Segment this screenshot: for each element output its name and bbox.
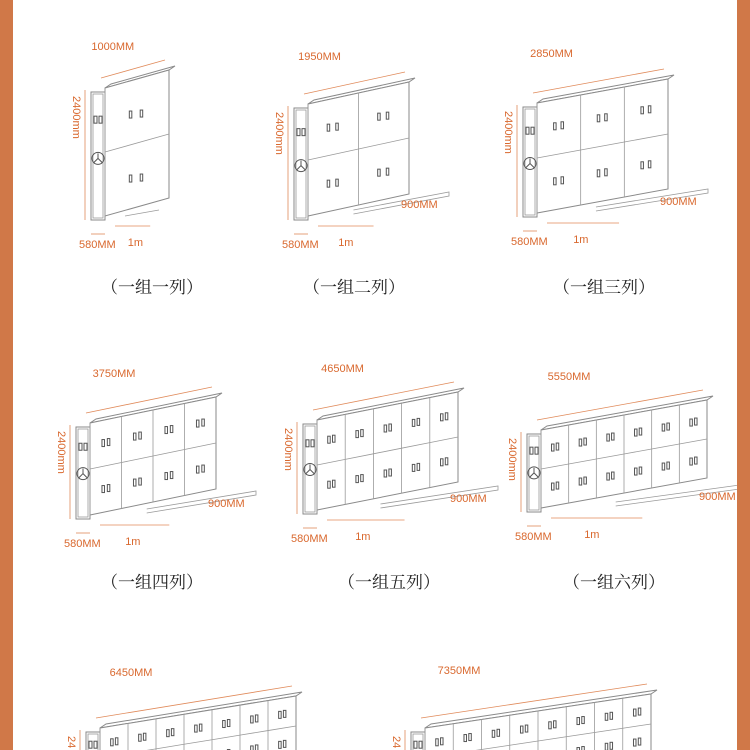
height-label: 2400mm — [55, 431, 67, 474]
width-label: 4650MM — [321, 363, 364, 375]
cabinet-unit-1 — [70, 41, 203, 298]
depth-label: 580MM — [282, 239, 319, 251]
rail-label: 900MM — [401, 199, 438, 211]
track-label: 1m — [355, 531, 371, 543]
cabinet-unit-6 — [506, 371, 737, 593]
cabinet-unit-8 — [390, 665, 691, 750]
cabinet-unit-2 — [273, 51, 449, 298]
unit-caption: （一组五列） — [338, 573, 440, 593]
rail-label: 900MM — [450, 493, 487, 505]
rail-label: 900MM — [208, 498, 245, 510]
depth-label: 580MM — [79, 239, 116, 251]
track-label: 1m — [127, 237, 144, 249]
cabinet-unit-3 — [502, 48, 708, 298]
height-label: 24 — [65, 736, 77, 749]
width-label: 1000MM — [91, 41, 135, 53]
height-label: 2400mm — [502, 111, 514, 154]
unit-caption: （一组一列） — [101, 278, 203, 298]
width-label: 2850MM — [530, 48, 573, 60]
cabinet-diagram — [13, 0, 737, 750]
cabinet-unit-5 — [282, 363, 498, 593]
depth-label: 580MM — [64, 538, 101, 550]
width-label: 7350MM — [437, 665, 481, 677]
height-label: 2400mm — [273, 112, 285, 155]
width-label: 6450MM — [109, 667, 153, 679]
cabinet-unit-7 — [65, 667, 336, 750]
height-label: 24 — [390, 736, 402, 749]
unit-caption: （一组二列） — [303, 278, 405, 298]
floor-rail — [125, 210, 159, 216]
diagram-panel — [13, 0, 737, 750]
track-label: 1m — [338, 237, 354, 249]
track-label: 1m — [125, 536, 141, 548]
width-label: 5550MM — [547, 371, 591, 383]
track-label: 1m — [584, 529, 600, 541]
depth-label: 580MM — [291, 533, 328, 545]
width-label: 1950MM — [298, 51, 341, 63]
rail-label: 900MM — [699, 491, 736, 503]
height-label: 2400mm — [506, 438, 518, 481]
unit-caption: （一组六列） — [563, 573, 665, 593]
track-label: 1m — [573, 234, 589, 246]
width-label: 3750MM — [92, 368, 136, 380]
unit-caption: （一组三列） — [553, 278, 655, 298]
unit-caption: （一组四列） — [101, 573, 203, 593]
depth-label: 580MM — [511, 236, 548, 248]
depth-label: 580MM — [515, 531, 552, 543]
rail-label: 900MM — [660, 196, 697, 208]
height-label: 2400mm — [282, 428, 294, 471]
height-label: 2400mm — [70, 96, 82, 139]
cabinet-unit-4 — [55, 368, 256, 593]
